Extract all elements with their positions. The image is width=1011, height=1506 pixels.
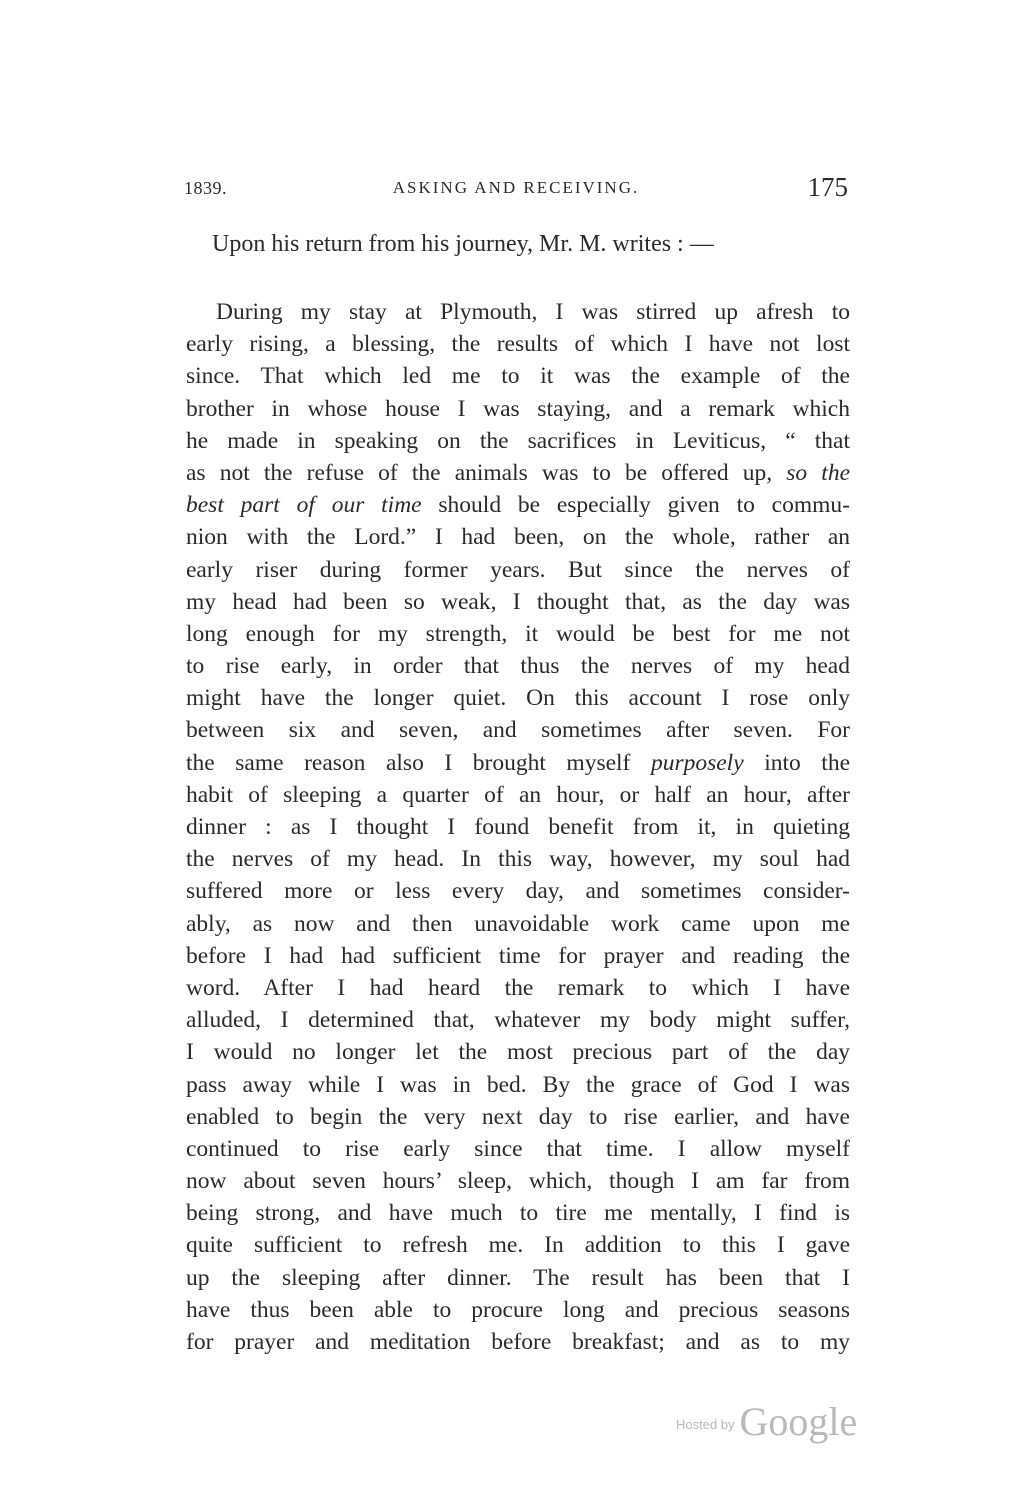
text-line (186, 747, 850, 779)
text-line (186, 489, 850, 521)
text-line: early riser during former years. But since the nerves of (186, 556, 850, 583)
text-line: continued to rise early since that time. I allow myself (186, 1135, 850, 1162)
text-line: habit of sleeping a quarter of an hour, or half an hour, after (186, 781, 850, 808)
google-logo: Google (739, 1399, 858, 1444)
google-watermark (676, 1392, 857, 1442)
italic-phrase: so the (786, 459, 851, 486)
text-segment: the same reason also I brought myself (186, 749, 631, 776)
text-line: between six and seven, and sometimes after seven. For (186, 717, 850, 744)
page-number: 175 (807, 172, 848, 202)
text-line: alluded, I determined that, whatever my body might suffer, (186, 1007, 850, 1034)
text-line: During my stay at Plymouth, I was stirred up afresh to (216, 299, 850, 325)
text-line: might have the longer quiet. On this account I rose only (186, 685, 850, 712)
text-line: long enough for my strength, it would be best for me not (186, 620, 850, 647)
text-line: the nerves of my head. In this way, however, my soul had (186, 846, 850, 873)
text-line: nion with the Lord.” I had been, on the whole, rather an (186, 524, 850, 551)
running-head (184, 174, 848, 204)
hosted-by-label: Hosted by (676, 1417, 735, 1432)
header-year: 1839. (184, 178, 227, 198)
italic-phrase: best part of our time (186, 492, 422, 519)
text-line: being strong, and have much to tire me mentally, I find is (186, 1200, 850, 1227)
text-line: early rising, a blessing, the results of which I have not lost (186, 331, 850, 358)
text-line: to rise early, in order that thus the nerves of my head (186, 653, 850, 680)
text-line: suffered more or less every day, and sometimes consider- (186, 878, 850, 905)
text-line: brother in whose house I was staying, and a remark which (186, 395, 850, 422)
text-segment: as not the refuse of the animals was to be offered up, (186, 459, 773, 486)
text-line: word. After I had heard the remark to which I have (186, 974, 850, 1001)
text-line: have thus been able to procure long and precious seasons (186, 1296, 850, 1323)
text-segment: should be especially given to commu- (438, 492, 850, 519)
text-line: quite sufficient to refresh me. In addition to this I gave (186, 1232, 850, 1259)
text-line: before I had had sufficient time for prayer and reading the (186, 942, 850, 969)
text-line: since. That which led me to it was the example of the (186, 363, 850, 390)
text-line: I would no longer let the most precious part of the day (186, 1039, 850, 1066)
body-paragraph (186, 296, 850, 1358)
text-line: ably, as now and then unavoidable work came upon me (186, 910, 850, 937)
text-line (186, 457, 850, 489)
text-segment: into the (764, 749, 851, 776)
text-line: my head had been so weak, I thought that, as the day was (186, 588, 850, 615)
text-line: up the sleeping after dinner. The result has been that I (186, 1264, 850, 1291)
text-line: dinner : as I thought I found benefit from it, in quieting (186, 814, 850, 840)
header-title: ASKING AND RECEIVING. (392, 178, 640, 197)
text-line: he made in speaking on the sacrifices in Leviticus, “ that (186, 427, 850, 454)
italic-phrase: purposely (650, 749, 744, 776)
intro-line: Upon his return from his journey, Mr. M. writes : — (212, 231, 714, 257)
text-line: enabled to begin the very next day to rise earlier, and have (186, 1103, 850, 1130)
text-line: for prayer and meditation before breakfast; and as to my (186, 1329, 850, 1355)
text-line: now about seven hours’ sleep, which, though I am far from (186, 1168, 850, 1195)
text-line: pass away while I was in bed. By the grace of God I was (186, 1071, 850, 1098)
